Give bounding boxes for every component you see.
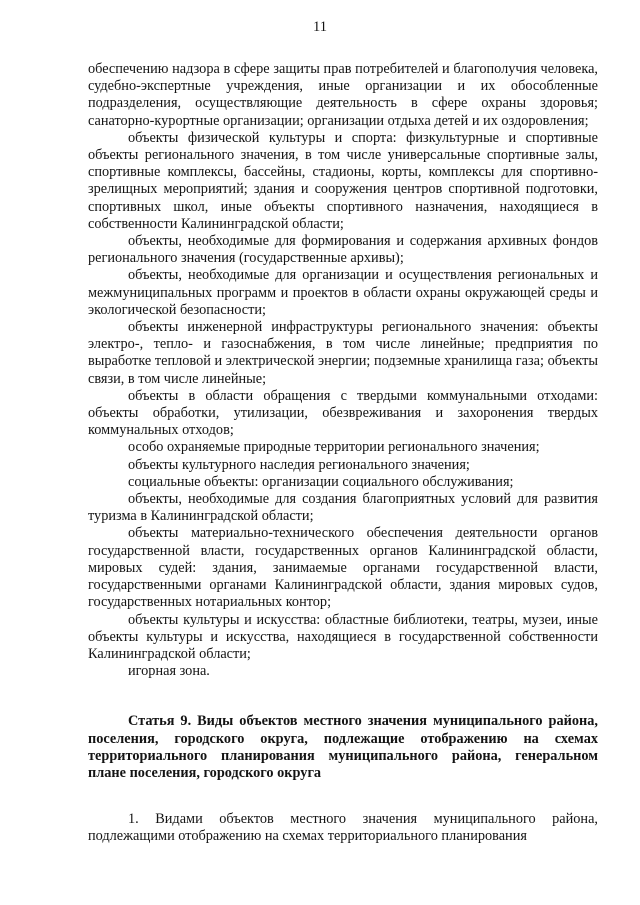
paragraph-cultural-heritage: объекты культурного наследия регионального значения; (128, 456, 470, 473)
article-paragraph-1: 1. Видами объектов местного значения муниципального района, подлежащими отображению на схемах территориального планирования (88, 811, 598, 845)
paragraph-tourism: объекты, необходимые для создания благоприятных условий для развития туризма в Калининградской области; (88, 491, 598, 525)
paragraph-archives: объекты, необходимые для формирования и содержания архивных фондов регионального значения (государственные архивы); (88, 233, 598, 267)
paragraph-protected-areas: особо охраняемые природные территории регионального значения; (128, 439, 540, 456)
paragraph-culture-art: объекты культуры и искусства: областные библиотеки, театры, музеи, иные объекты культуры и искусства, находящиеся в государственной собственности Калининградской области; (88, 611, 598, 662)
document-body (88, 61, 598, 846)
paragraph-continuation: обеспечению надзора в сфере защиты прав потребителей и благополучия человека, судебно-экспертные учреждения, иные организации и их обособленные подразделения, осуществляющие деятельность в сфере охраны здоровья; санаторно-курортные организации; организации отдыха детей и их оздоровления; (88, 61, 598, 129)
paragraph-government-support: объекты материально-технического обеспечения деятельности органов государственной власти, государственных органов Калининградской области, мировых судей: здания, занимаемые органами государственной власти, государственными органами Калининградской области, здания мировых судов, государственных нотариальных контор; (88, 525, 598, 611)
paragraph-engineering-infrastructure: объекты инженерной инфраструктуры регионального значения: объекты электро-, тепло- и газоснабжения, в том числе линейные; предприятия по выработке тепловой и электрической энергии; подземные хранилища газа; объекты связи, в том числе линейные; (88, 319, 598, 387)
paragraph-sports-objects: объекты физической культуры и спорта: физкультурные и спортивные объекты регионального значения, в том числе универсальные спортивные залы, спортивные комплексы, бассейны, стадионы, корты, комплексы для спортивно-зрелищных мероприятий; здания и сооружения центров спортивной подготовки, спортивных школ, иные объекты спортивного назначения, находящиеся в собственности Калининградской области; (88, 129, 598, 232)
paragraph-social-objects: социальные объекты: организации социального обслуживания; (128, 473, 514, 490)
page-number: 11 (313, 19, 327, 35)
paragraph-environment: объекты, необходимые для организации и осуществления региональных и межмуниципальных программ и проектов в области охраны окружающей среды и экологической безопасности; (88, 267, 598, 318)
article-heading: Статья 9. Виды объектов местного значения муниципального района, поселения, городского округа, подлежащие отображению на схемах территориального планирования муниципального района, генеральном плане поселения, городского округа (88, 713, 598, 781)
paragraph-gaming-zone: игорная зона. (128, 663, 210, 680)
paragraph-waste: объекты в области обращения с твердыми коммунальными отходами: объекты обработки, утилизации, обезвреживания и захоронения твердых коммунальных отходов; (88, 387, 598, 439)
